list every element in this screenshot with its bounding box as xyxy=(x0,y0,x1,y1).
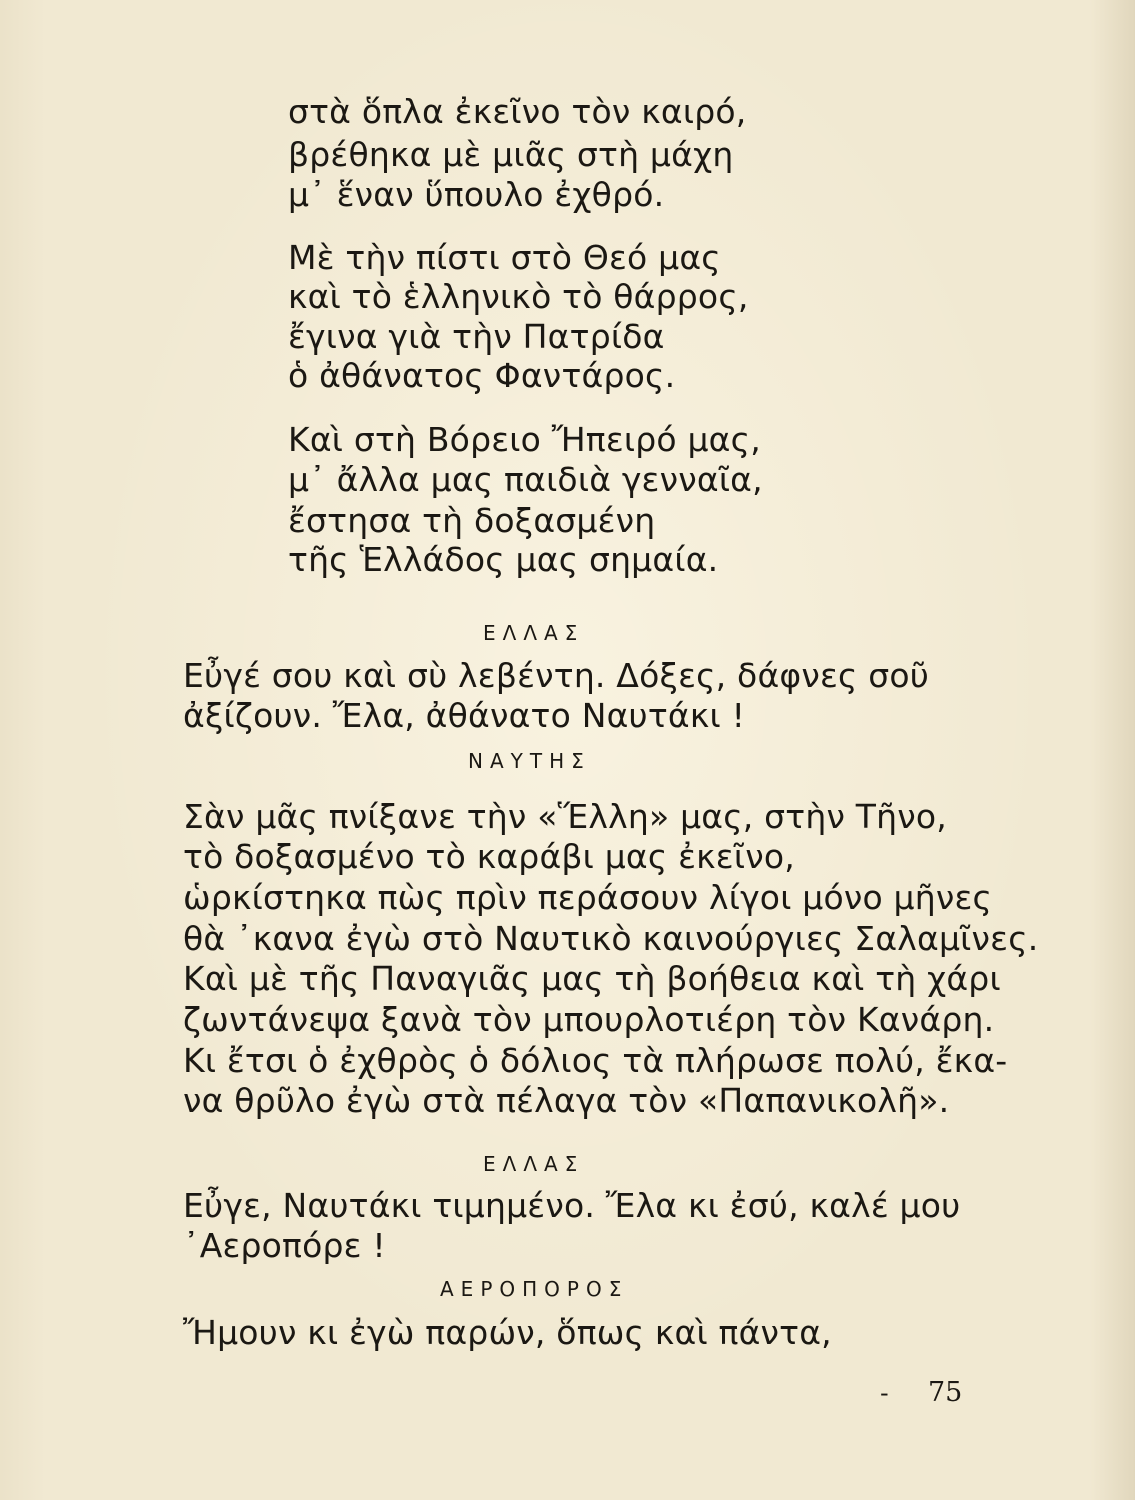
poem-line: μ᾽ ἕναν ὕπουλο ἐχθρό. xyxy=(288,175,665,214)
poem-line: καὶ τὸ ἑλληνικὸ τὸ θάρρος, xyxy=(288,277,749,316)
poem-line: μ᾽ ἄλλα μας παιδιὰ γενναῖα, xyxy=(288,460,763,499)
poem-line: Καὶ στὴ Βόρειο Ἤπειρό μας, xyxy=(288,420,761,459)
dialogue-line: θὰ ᾽κανα ἐγὼ στὸ Ναυτικὸ καινούργιες Σαλαμῖνες. xyxy=(183,919,1039,958)
dialogue-line: να θρῦλο ἐγὼ στὰ πέλαγα τὸν «Παπανικολῆ». xyxy=(183,1081,950,1120)
speaker-name: ΑΕΡΟΠΟΡΟΣ xyxy=(440,1277,629,1301)
poem-line: ἔστησα τὴ δοξασμένη xyxy=(288,501,656,540)
speaker-name: ΕΛΛΑΣ xyxy=(483,621,585,645)
dialogue-line: ἀξίζουν. Ἔλα, ἀθάνατο Ναυτάκι ! xyxy=(183,696,745,735)
poem-line: Μὲ τὴν πίστι στὸ Θεό μας xyxy=(288,238,721,277)
poem-line: τῆς Ἑλλάδος μας σημαία. xyxy=(288,540,719,579)
footer-dash: - xyxy=(880,1379,889,1407)
dialogue-line: Κι ἔτσι ὁ ἐχθρὸς ὁ δόλιος τὰ πλήρωσε πολύ, ἔκα- xyxy=(183,1041,1008,1080)
dialogue-line: Καὶ μὲ τῆς Παναγιᾶς μας τὴ βοήθεια καὶ τὴ χάρι xyxy=(183,959,1001,998)
dialogue-line: Σὰν μᾶς πνίξανε τὴν «Ἕλλη» μας, στὴν Τῆνο, xyxy=(183,797,947,836)
speaker-name: ΕΛΛΑΣ xyxy=(483,1152,585,1176)
page-number: 75 xyxy=(928,1377,963,1408)
dialogue-line: τὸ δοξασμένο τὸ καράβι μας ἐκεῖνο, xyxy=(183,837,795,876)
poem-line: ὁ ἀθάνατος Φαντάρος. xyxy=(288,356,676,395)
speaker-name: ΝΑΥΤΗΣ xyxy=(468,749,591,773)
dialogue-line: ὡρκίστηκα πὼς πρὶν περάσουν λίγοι μόνο μῆνες xyxy=(183,878,993,917)
dialogue-line: Ἤμουν κι ἐγὼ παρών, ὅπως καὶ πάντα, xyxy=(183,1313,832,1352)
dialogue-line: Εὖγέ σου καὶ σὺ λεβέντη. Δόξες, δάφνες σοῦ xyxy=(183,656,930,695)
poem-line: βρέθηκα μὲ μιᾶς στὴ μάχη xyxy=(288,135,734,174)
dialogue-line: ᾽Αεροπόρε ! xyxy=(183,1226,386,1265)
dialogue-line: ζωντάνεψα ξανὰ τὸν μπουρλοτιέρη τὸν Κανάρη. xyxy=(183,1000,995,1039)
poem-line: στὰ ὅπλα ἐκεῖνο τὸν καιρό, xyxy=(288,92,747,131)
poem-line: ἔγινα γιὰ τὴν Πατρίδα xyxy=(288,317,665,356)
dialogue-line: Εὖγε, Ναυτάκι τιμημένο. Ἔλα κι ἐσύ, καλέ μου xyxy=(183,1186,961,1225)
